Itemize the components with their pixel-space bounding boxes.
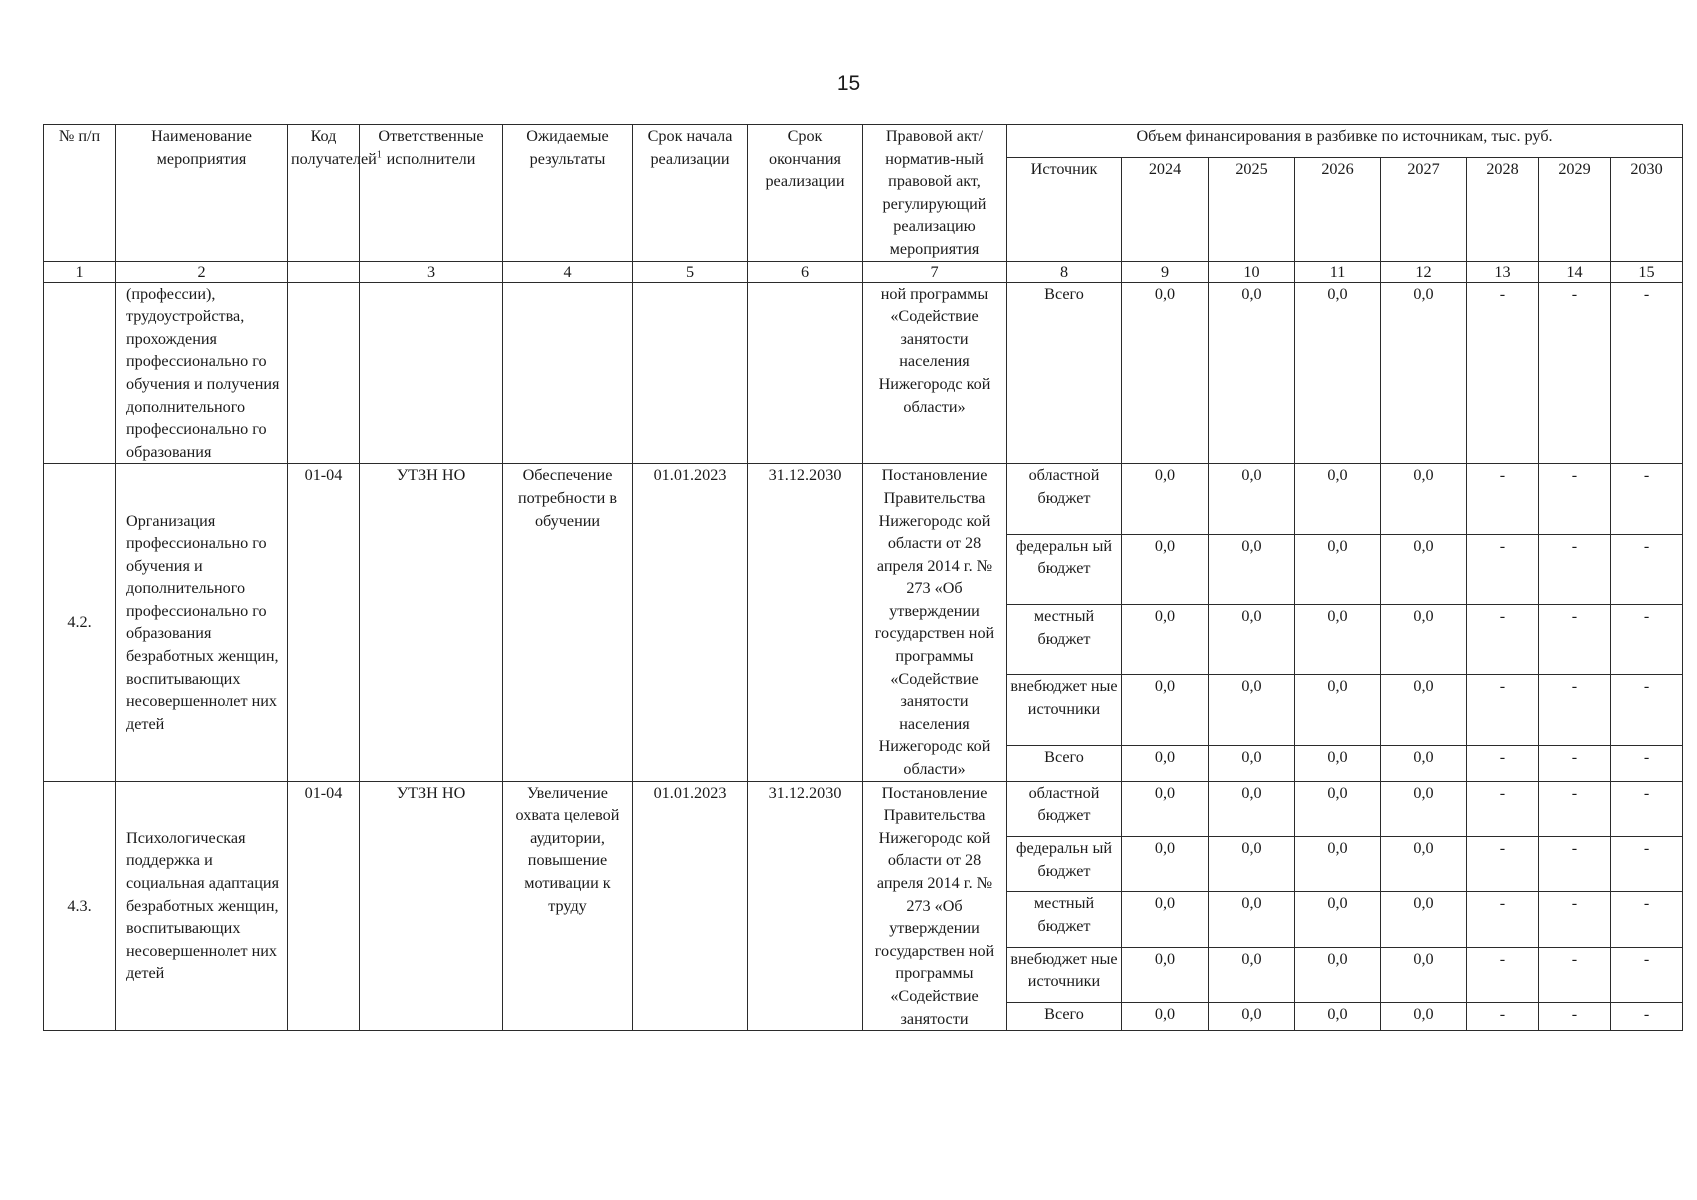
funding-value: 0,0 [1295,836,1381,891]
funding-value: 0,0 [1381,892,1467,947]
funding-value: 0,0 [1122,534,1209,604]
measure-legal-act: Постановление Правительства Нижегородс кой области от 28 апреля 2014 г. № 273 «Об утверждении государствен ной программы «Содействие занятости [863,781,1007,1031]
funding-value: 0,0 [1381,1002,1467,1030]
funding-value: 0,0 [1122,675,1209,745]
funding-value: - [1539,836,1611,891]
funding-value: 0,0 [1209,781,1295,836]
column-number [288,261,360,282]
column-number-row [44,261,1683,282]
funding-value: - [1539,282,1611,464]
funding-value: - [1539,605,1611,675]
funding-value: 0,0 [1381,947,1467,1002]
column-number: 7 [863,261,1007,282]
funding-value: 0,0 [1209,947,1295,1002]
column-number: 10 [1209,261,1295,282]
funding-value: 0,0 [1295,464,1381,534]
funding-value: 0,0 [1122,464,1209,534]
column-number: 13 [1467,261,1539,282]
header-executors: Ответственные исполнители [360,125,503,262]
measure-start-date: 01.01.2023 [633,464,748,781]
measure-executor [360,282,503,464]
funding-value: 0,0 [1209,282,1295,464]
header-results: Ожидаемые результаты [503,125,633,262]
table-row [44,464,1683,534]
funding-source: местный бюджет [1007,605,1122,675]
column-number: 14 [1539,261,1611,282]
funding-value: 0,0 [1122,282,1209,464]
funding-value: - [1611,534,1683,604]
header-start: Срок начала реализации [633,125,748,262]
funding-value: - [1467,947,1539,1002]
measure-executor: УТЗН НО [360,464,503,781]
funding-value: 0,0 [1209,1002,1295,1030]
column-number: 4 [503,261,633,282]
funding-source: областной бюджет [1007,464,1122,534]
funding-value: - [1467,605,1539,675]
column-number: 5 [633,261,748,282]
funding-value: 0,0 [1381,745,1467,781]
header-legal: Правовой акт/норматив-ный правовой акт, регулирующий реализацию мероприятия [863,125,1007,262]
funding-value: - [1539,675,1611,745]
funding-value: 0,0 [1295,947,1381,1002]
funding-value: 0,0 [1209,745,1295,781]
measure-number: 4.3. [44,781,116,1031]
funding-value: 0,0 [1295,1002,1381,1030]
funding-value: - [1539,1002,1611,1030]
funding-value: - [1539,947,1611,1002]
funding-value: - [1467,836,1539,891]
header-year: 2028 [1467,157,1539,261]
funding-value: - [1467,1002,1539,1030]
funding-value: 0,0 [1295,605,1381,675]
funding-value: 0,0 [1295,675,1381,745]
measure-end-date: 31.12.2030 [748,464,863,781]
funding-value: 0,0 [1295,745,1381,781]
funding-value: 0,0 [1122,781,1209,836]
funding-value: - [1467,675,1539,745]
measure-name: Организация профессионально го обучения и дополнительного профессионально го образования безработных женщин, воспитывающих несовершеннолет них детей [116,464,288,781]
funding-value: - [1611,836,1683,891]
table-row [44,282,1683,464]
column-number: 6 [748,261,863,282]
funding-value: - [1467,745,1539,781]
funding-value: 0,0 [1295,781,1381,836]
funding-source: Всего [1007,282,1122,464]
measure-number: 4.2. [44,464,116,781]
header-row [44,125,1683,158]
funding-source: федеральн ый бюджет [1007,534,1122,604]
measure-result [503,282,633,464]
header-code [288,125,382,262]
measure-start-date: 01.01.2023 [633,781,748,1031]
measure-code: 01-04 [288,781,360,1031]
funding-value: 0,0 [1381,675,1467,745]
measure-legal-act: Постановление Правительства Нижегородс кой области от 28 апреля 2014 г. № 273 «Об утверждении государствен ной программы «Содействие занятости населения Нижегородс кой области» [863,464,1007,781]
funding-value: - [1467,464,1539,534]
funding-value: 0,0 [1122,947,1209,1002]
funding-value: 0,0 [1381,534,1467,604]
measure-name: Психологическая поддержка и социальная адаптация безработных женщин, воспитывающих несовершеннолет них детей [116,781,288,1031]
column-number: 1 [44,261,116,282]
funding-value: - [1611,781,1683,836]
header-code-footnote: 1 [376,149,382,161]
funding-value: 0,0 [1122,745,1209,781]
funding-value: - [1611,282,1683,464]
funding-value: 0,0 [1122,892,1209,947]
funding-source: внебюджет ные источники [1007,675,1122,745]
funding-value: 0,0 [1209,836,1295,891]
measure-legal-act: ной программы «Содействие занятости населения Нижегородс кой области» [863,282,1007,464]
header-name: Наименование мероприятия [116,125,288,262]
funding-value: - [1611,892,1683,947]
measure-name: (профессии), трудоустройства, прохождения профессионально го обучения и получения дополнительного профессионально го образования [116,282,288,464]
funding-value: 0,0 [1381,836,1467,891]
funding-value: 0,0 [1381,605,1467,675]
funding-value: - [1539,781,1611,836]
measure-code: 01-04 [288,464,360,781]
funding-value: - [1467,282,1539,464]
funding-value: 0,0 [1122,605,1209,675]
funding-value: - [1611,605,1683,675]
measure-end-date [748,282,863,464]
table-row [44,781,1683,836]
header-year: 2026 [1295,157,1381,261]
measure-end-date: 31.12.2030 [748,781,863,1031]
funding-source: внебюджет ные источники [1007,947,1122,1002]
header-end: Срок окончания реализации [748,125,863,262]
funding-value: 0,0 [1295,282,1381,464]
header-year: 2029 [1539,157,1611,261]
funding-value: - [1611,1002,1683,1030]
funding-value: - [1611,947,1683,1002]
measure-result: Увеличение охвата целевой аудитории, повышение мотивации к труду [503,781,633,1031]
header-year: 2030 [1611,157,1683,261]
funding-value: - [1539,745,1611,781]
program-table [43,124,1683,1031]
measure-result: Обеспечение потребности в обучении [503,464,633,781]
funding-value: 0,0 [1381,781,1467,836]
column-number: 9 [1122,261,1209,282]
measure-code [288,282,360,464]
funding-value: - [1539,534,1611,604]
header-funding: Объем финансирования в разбивке по источникам, тыс. руб. [1007,125,1683,158]
funding-source: федеральн ый бюджет [1007,836,1122,891]
funding-value: 0,0 [1209,675,1295,745]
funding-source: областной бюджет [1007,781,1122,836]
funding-value: - [1539,464,1611,534]
funding-value: 0,0 [1122,1002,1209,1030]
column-number: 8 [1007,261,1122,282]
column-number: 12 [1381,261,1467,282]
header-code-text: Код получателей [291,127,377,168]
funding-value: - [1467,781,1539,836]
page-number: 15 [836,72,861,95]
funding-value: - [1611,745,1683,781]
header-year: 2027 [1381,157,1467,261]
funding-source: местный бюджет [1007,892,1122,947]
funding-value: 0,0 [1381,282,1467,464]
measure-executor: УТЗН НО [360,781,503,1031]
header-year: 2025 [1209,157,1295,261]
funding-value: - [1611,675,1683,745]
funding-value: - [1467,892,1539,947]
column-number: 15 [1611,261,1683,282]
column-number: 11 [1295,261,1381,282]
funding-value: 0,0 [1295,534,1381,604]
column-number: 2 [116,261,288,282]
column-number: 3 [360,261,503,282]
header-source: Источник [1007,157,1122,261]
measure-number [44,282,116,464]
header-year: 2024 [1122,157,1209,261]
funding-source: Всего [1007,745,1122,781]
funding-value: 0,0 [1209,892,1295,947]
funding-value: - [1539,892,1611,947]
funding-value: 0,0 [1209,534,1295,604]
measure-start-date [633,282,748,464]
header-num: № п/п [44,125,116,262]
funding-value: 0,0 [1381,464,1467,534]
funding-source: Всего [1007,1002,1122,1030]
funding-value: 0,0 [1209,464,1295,534]
funding-value: 0,0 [1122,836,1209,891]
funding-value: - [1467,534,1539,604]
funding-value: - [1611,464,1683,534]
funding-value: 0,0 [1295,892,1381,947]
funding-value: 0,0 [1209,605,1295,675]
